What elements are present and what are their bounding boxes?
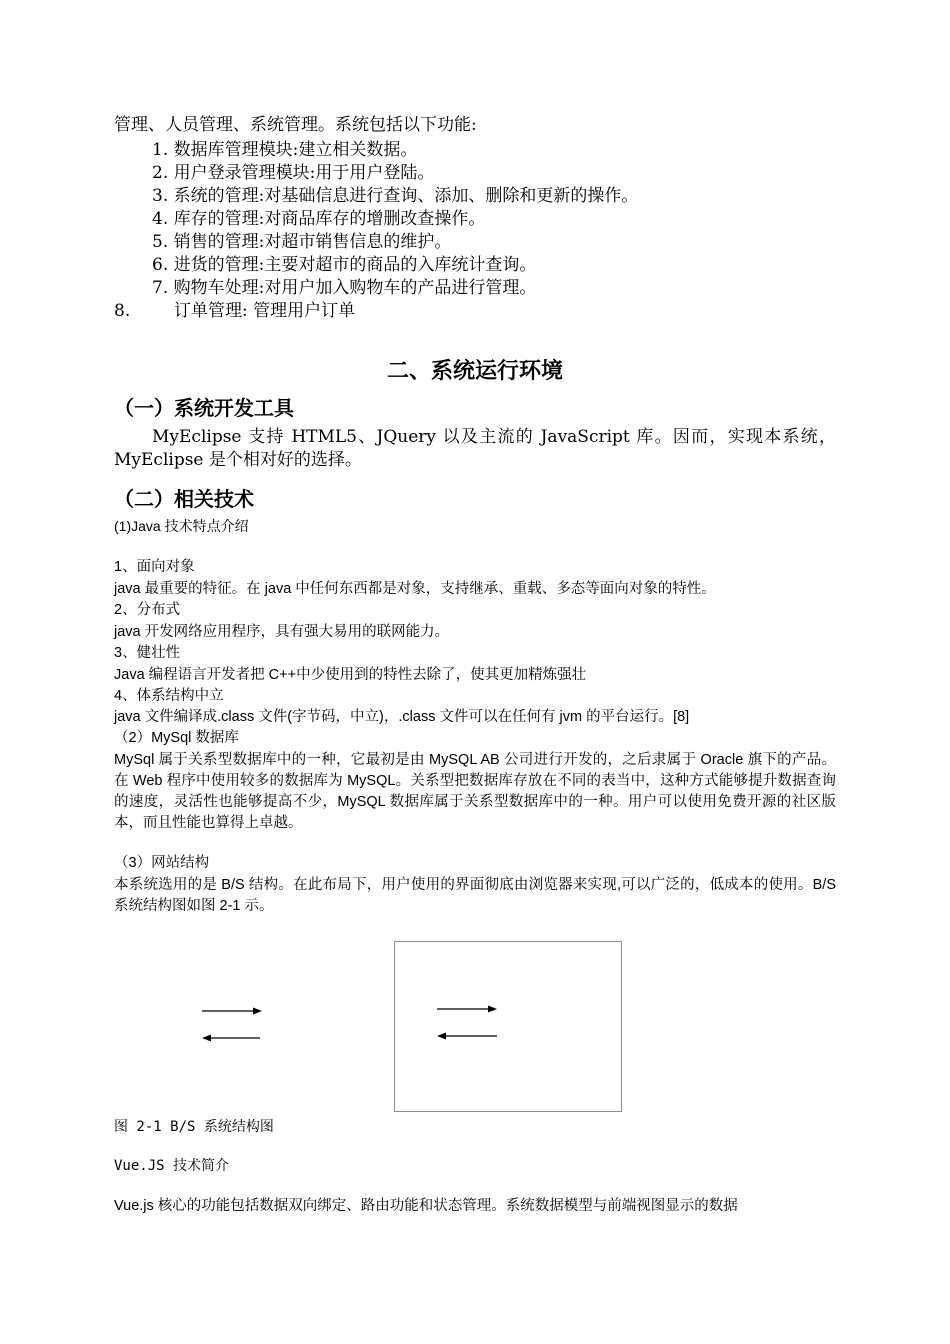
feature-title: 2、分布式 bbox=[114, 602, 181, 618]
section-heading: 二、系统运行环境 bbox=[386, 358, 563, 384]
paragraph-mysql: MySql 属于关系型数据库中的一种，它最初是由 MySQL AB 公司进行开发的，之后隶属于 Oracle 旗下的产品。在 Web 程序中使用较多的数据库为 MySQL。关系型把数据库存放在不同的表当中，这种方式能够提升数据查询的速度，灵活性也能够提高不少，MySQL 数据库属于关系型数据库中的一种。用户可以使用免费开源的社区版本，而且性能也算得上卓越。 bbox=[114, 752, 836, 831]
paragraph-web-structure: 本系统选用的是 B/S 结构。在此布局下，用户使用的界面彻底由浏览器来实现,可以广泛的，低成本的使用。B/S 系统结构图如图 2-1 示。 bbox=[114, 877, 836, 914]
function-list-item: 2. 用户登录管理模块:用于用户登陆。 bbox=[152, 163, 435, 183]
function-list-item: 4. 库存的管理:对商品库存的增删改查操作。 bbox=[152, 209, 486, 229]
feature-title: 1、面向对象 bbox=[114, 559, 195, 575]
function-list-item-number: 8. bbox=[114, 301, 131, 321]
feature-description: java 最重要的特征。在 java 中任何东西都是对象，支持继承、重载、多态等面向对象的特性。 bbox=[114, 581, 716, 597]
figure-caption: 图 2-1 B/S 系统结构图 bbox=[114, 1119, 274, 1135]
feature-title: 3、健壮性 bbox=[114, 645, 181, 661]
feature-description: java 开发网络应用程序，具有强大易用的联网能力。 bbox=[114, 624, 450, 640]
mysql-heading: （2）MySql 数据库 bbox=[114, 730, 239, 746]
function-list-item: 1. 数据库管理模块:建立相关数据。 bbox=[152, 140, 418, 160]
intro-line: 管理、人员管理、系统管理。系统包括以下功能: bbox=[114, 115, 477, 135]
function-list-item-text: 订单管理: 管理用户订单 bbox=[174, 301, 356, 321]
function-list-item: 7. 购物车处理:对用户加入购物车的产品进行管理。 bbox=[152, 278, 537, 298]
bidirectional-arrows-left bbox=[200, 1003, 265, 1045]
function-list-item: 6. 进货的管理:主要对超市的商品的入库统计查询。 bbox=[152, 255, 537, 275]
subsection-heading: （二）相关技术 bbox=[114, 487, 254, 511]
java-intro-heading: (1)Java 技术特点介绍 bbox=[114, 518, 249, 534]
subsection-heading: （一）系统开发工具 bbox=[114, 396, 294, 420]
paragraph-myeclipse: MyEclipse 支持 HTML5、JQuery 以及主流的 JavaScript 库。因而，实现本系统，MyEclipse 是个相对好的选择。 bbox=[114, 427, 836, 470]
feature-description: Java 编程语言开发者把 C++中少使用到的特性去除了，使其更加精炼强壮 bbox=[114, 667, 587, 683]
web-structure-heading: （3）网站结构 bbox=[114, 855, 210, 871]
function-list-item: 3. 系统的管理:对基础信息进行查询、添加、删除和更新的操作。 bbox=[152, 186, 639, 206]
feature-description: java 文件编译成.class 文件(字节码，中立)，.class 文件可以在任何有 jvm 的平台运行。[8] bbox=[114, 709, 690, 725]
bidirectional-arrows-right bbox=[435, 1001, 500, 1043]
function-list-item: 5. 销售的管理:对超市销售信息的维护。 bbox=[152, 232, 452, 252]
vue-heading: Vue.JS 技术简介 bbox=[114, 1158, 230, 1174]
server-box bbox=[394, 941, 622, 1112]
paragraph-vue: Vue.js 核心的功能包括数据双向绑定、路由功能和状态管理。系统数据模型与前端视图显示的数据 bbox=[114, 1198, 738, 1214]
feature-title: 4、体系结构中立 bbox=[114, 688, 224, 704]
